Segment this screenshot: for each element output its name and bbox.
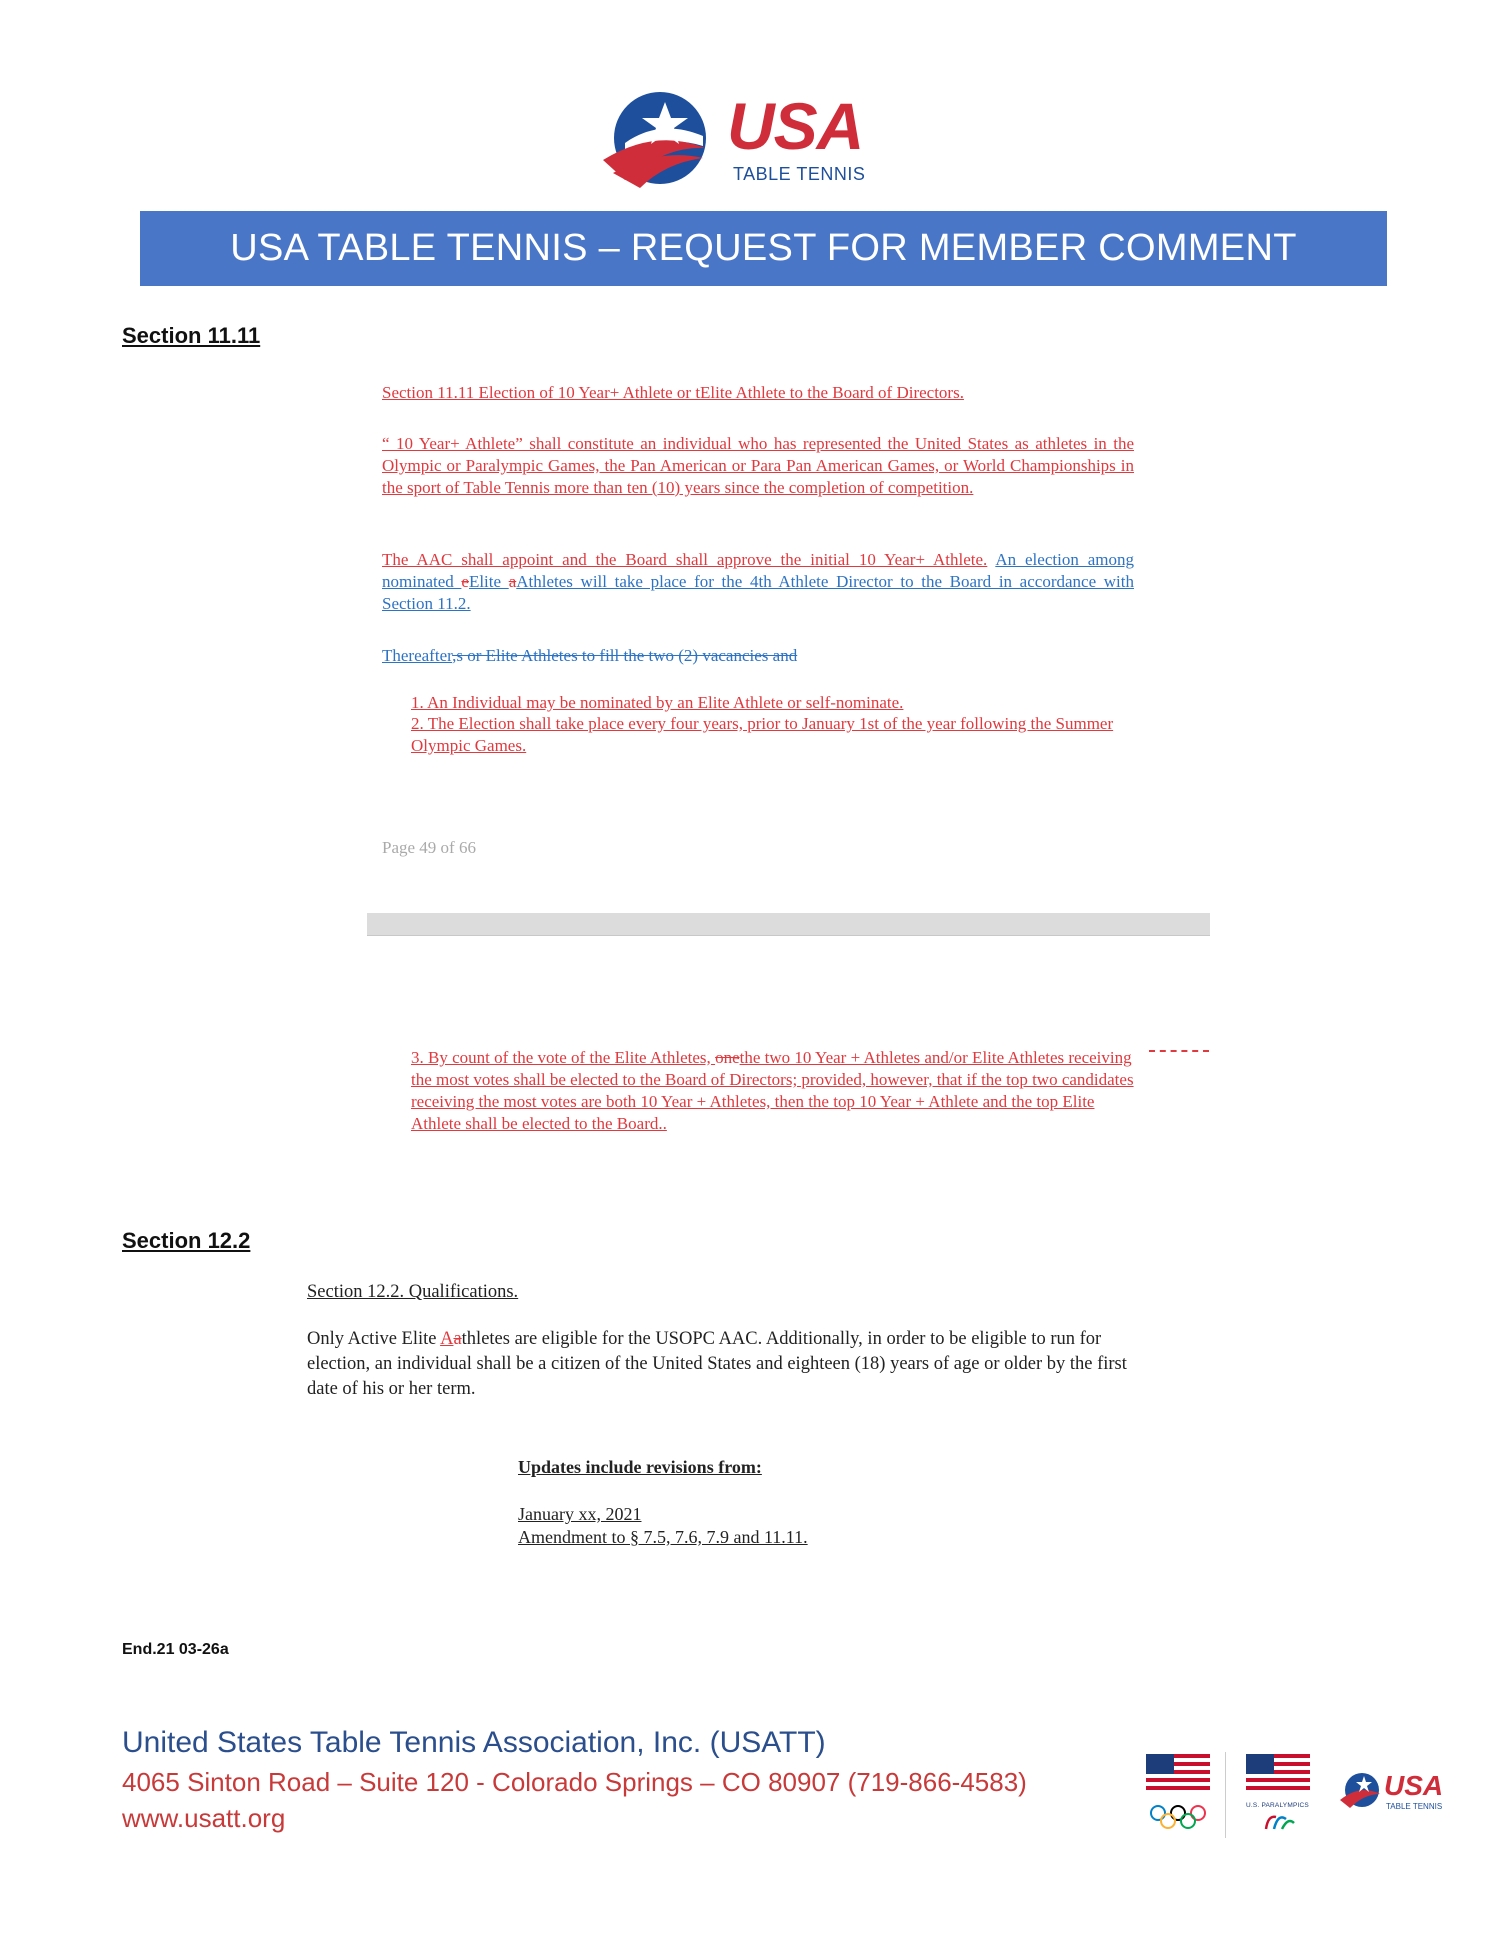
- section-12-2-heading: Section 12.2: [122, 1228, 251, 1253]
- item3-text-a: 3. By count of the vote of the Elite Athletes,: [411, 1048, 716, 1067]
- aac-paragraph: [382, 549, 1134, 615]
- olympic-rings-icon: [1146, 1803, 1210, 1833]
- qual-inserted-a: A: [440, 1329, 454, 1349]
- document-end-code: End.21 03-26a: [122, 1641, 229, 1658]
- paralympics-label: U.S. PARALYMPICS: [1246, 1802, 1309, 1809]
- thereafter-line: [382, 645, 1142, 667]
- aac-elite: Elite: [468, 572, 509, 591]
- aac-blue-text-1: An election among nominated: [382, 550, 1135, 591]
- us-olympic-mark: [1146, 1754, 1210, 1833]
- footer-divider: [1225, 1752, 1226, 1838]
- footer-website: www.usatt.org: [122, 1803, 286, 1833]
- small-logo-subtitle: TABLE TENNIS: [1386, 1802, 1443, 1811]
- definition-paragraph: “ 10 Year+ Athlete” shall constitute an individual who has represented the United States as athletes in the Olympic or Paralympic Games, the Pan American or Para Pan American Games, or World Championships in the sport of Table Tennis more than ten (10) years since the completion of competition.: [382, 434, 1134, 497]
- agitos-icon: [1246, 1809, 1310, 1835]
- aac-deleted-a: a: [508, 572, 517, 591]
- section-11-11-heading: Section 11.11: [122, 323, 261, 348]
- item3-deleted: one: [715, 1048, 740, 1067]
- section-11-11-title: Section 11.11 Election of 10 Year+ Athlete or tElite Athlete to the Board of Directors.: [382, 383, 964, 402]
- qualifications-paragraph: [307, 1327, 1127, 1402]
- small-logo-globe-icon: [1338, 1770, 1382, 1814]
- update-amendment: Amendment to § 7.5, 7.6, 7.9 and 11.11.: [518, 1527, 808, 1547]
- list-item-3: [411, 1047, 1136, 1135]
- footer-org-name: United States Table Tennis Association, Inc. (USATT): [122, 1726, 826, 1759]
- thereafter-text: Thereafter: [382, 646, 453, 665]
- page-number: Page 49 of 66: [382, 838, 476, 857]
- qual-text-1: Only Active Elite: [307, 1329, 441, 1349]
- us-paralympic-mark: [1246, 1754, 1310, 1835]
- section-12-2-title: Section 12.2. Qualifications.: [307, 1282, 519, 1302]
- updates-heading: Updates include revisions from:: [518, 1457, 762, 1477]
- thereafter-deleted: ,s or Elite Athletes to fill the two (2) vacancies and: [452, 646, 798, 665]
- list-item-2: 2. The Election shall take place every four years, prior to January 1st of the year following the Summer Olympic Games.: [411, 714, 1114, 755]
- us-flag-icon: [1246, 1754, 1310, 1794]
- usatt-logo: [595, 88, 915, 198]
- aac-blue-text-2: Athletes will take place for the 4th Athlete Director to the Board in accordance with Section 11.2.: [382, 572, 1134, 613]
- qual-text-2: thletes are eligible for the USOPC AAC. Additionally, in order to be eligible to run for election, an individual shall be a citizen of the United States and eighteen (18) years of age or older by the first date of his or her term.: [307, 1329, 1127, 1399]
- logo-subtitle: TABLE TENNIS: [733, 164, 866, 184]
- update-date: January xx, 2021: [518, 1504, 642, 1524]
- aac-red-text: The AAC shall appoint and the Board shall approve the initial 10 Year+ Athlete.: [382, 550, 988, 569]
- banner-title: USA TABLE TENNIS – REQUEST FOR MEMBER COMMENT: [230, 227, 1297, 269]
- footer-address: 4065 Sinton Road – Suite 120 - Colorado Springs – CO 80907 (719-866-4583): [122, 1767, 1027, 1797]
- us-flag-icon: [1146, 1754, 1210, 1794]
- aac-deleted-e: e: [461, 572, 469, 591]
- small-logo-wordmark: USA: [1384, 1770, 1444, 1801]
- comment-dash-marker: [1149, 1050, 1209, 1052]
- footer-usatt-logo: [1338, 1770, 1468, 1820]
- logo-wordmark: USA: [727, 89, 864, 163]
- page-break-bar: [367, 913, 1210, 936]
- list-item-1: 1. An Individual may be nominated by an Elite Athlete or self-nominate.: [411, 693, 904, 712]
- title-banner: [140, 211, 1387, 286]
- item3-text-b: the two 10 Year + Athletes and/or Elite Athletes receiving the most votes shall be elected to the Board of Directors; provided, however, that if the top two candidates receiving the most votes are both 10 Year + Athletes, then the top 10 Year + Athlete and the top Elite Athlete shall be elected to the Board..: [411, 1048, 1134, 1133]
- qual-deleted-a: a: [453, 1329, 462, 1349]
